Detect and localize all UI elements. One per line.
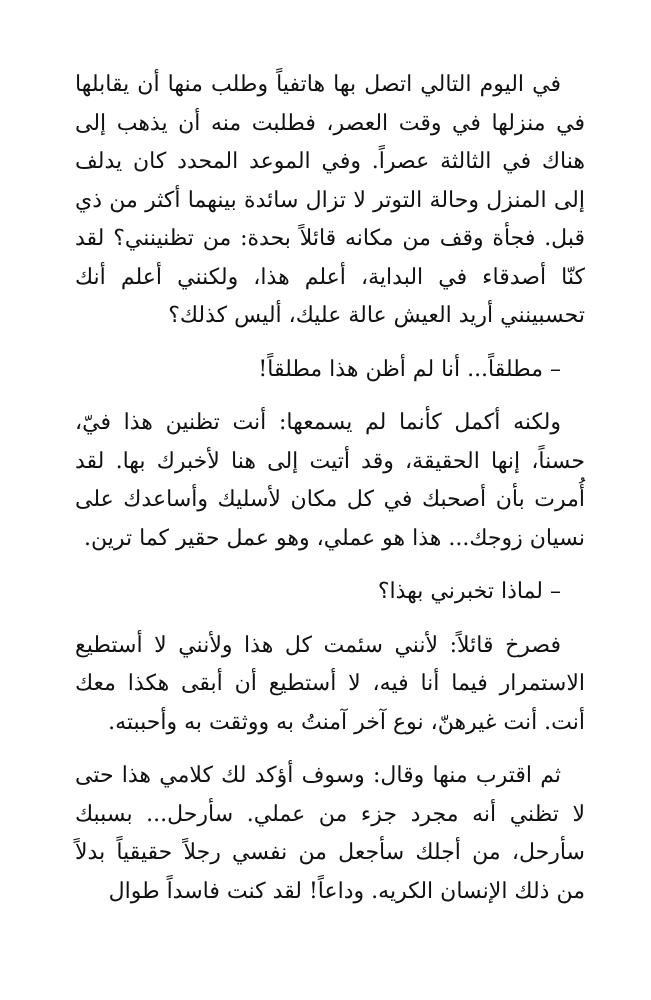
dialog-line-why: – لماذا تخبرني بهذا؟	[377, 579, 561, 604]
paragraph-farewell: ثم اقترب منها وقال: وسوف أؤكد لك كلامي هذا حتى لا تظني أنه مجرد جزء من عملي. سأرحل... بسببك سأرحل، من أجلك سأجعل من نفسي رجلاً حقيقياً بدلاً من ذلك الإنسان الكريه. وداعاً! لقد كنت فاسداً طوال	[75, 763, 585, 904]
paragraph-shout: فصرخ قائلاً: لأنني سئمت كل هذا ولأنني لا أستطيع الاستمرار فيما أنا فيه، لا أستطيع أن أبقى هكذا معك أنت. أنت غيرهنّ، نوع آخر آمنتُ به ووثقت به وأحببته.	[75, 632, 585, 735]
paragraph-confession: ولكنه أكمل كأنما لم يسمعها: أنت تظنين هذا فيّ، حسناً، إنها الحقيقة، وقد أتيت إلى هنا لأخبرك بها. لقد أُمرت بأن أصحبك في كل مكان لأسليك وأساعدك على نسيان زوجك... هذا هو عملي، وهو عمل حقير كما ترين.	[75, 410, 585, 551]
dialog-line-never: – مطلقاً... أنا لم أظن هذا مطلقاً!	[258, 356, 561, 382]
page-body	[75, 66, 585, 926]
paragraph-phone-call: في اليوم التالي اتصل بها هاتفياً وطلب منها أن يقابلها في منزلها في وقت العصر، فطلبت منه أن يذهب إلى هناك في الثالثة عصراً. وفي الموعد المحدد كان يدلف إلى المنزل وحالة التوتر لا تزال سائدة بينهما أكثر من ذي قبل. فجأة وقف من مكانه قائلاً بحدة: من تظنينني؟ لقد كنّا أصدقاء في البداية، أعلم هذا، ولكنني أعلم أنك تحسبينني أريد العيش عالة عليك، أليس كذلك؟	[75, 72, 586, 328]
